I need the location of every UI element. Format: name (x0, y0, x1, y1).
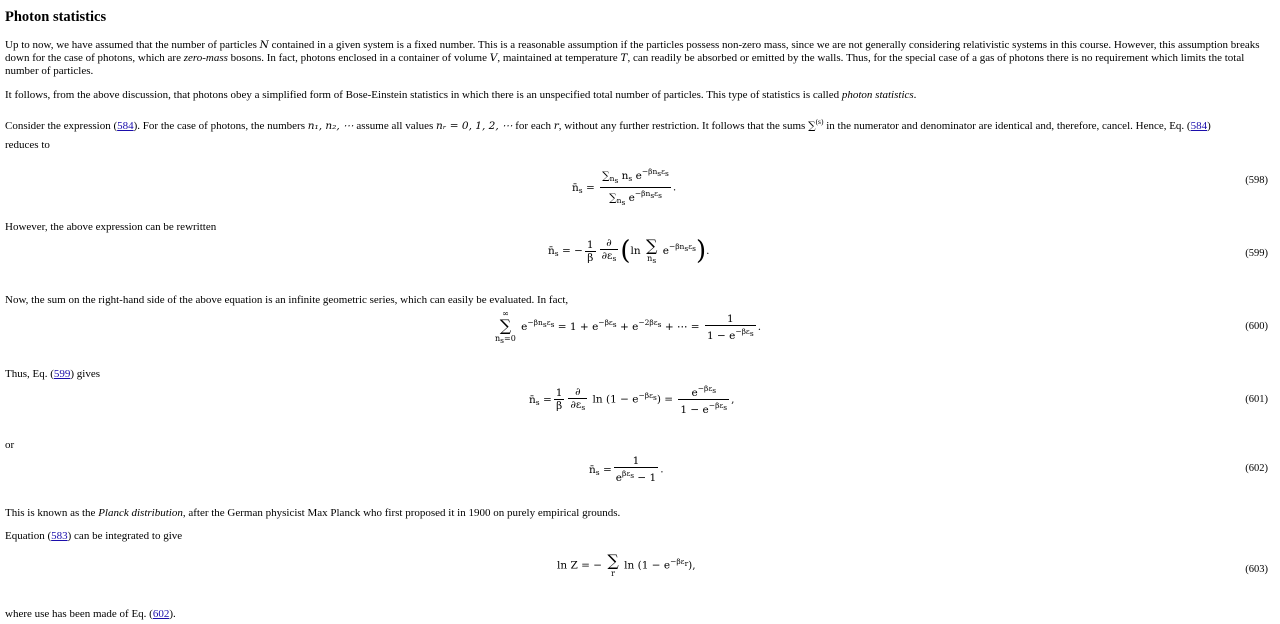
text: , maintained at temperature (497, 52, 621, 64)
paragraph-integrated (5, 530, 1268, 543)
paragraph-photon-statistics (5, 89, 1268, 102)
eq-link-599[interactable]: 599 (53, 368, 71, 380)
equation-600: ∞ ∑ $n_s=0$ $e^{-\beta n_s\varepsilon_s} = 1 + e^{-\beta\varepsilon_s} + e^{-2\beta\varepsilon_s}$ + ⋯ = $\frac{1}{1 - e^{-\beta\varepsilon_s}}$ . (495, 309, 762, 345)
math-t: T (620, 52, 628, 64)
text: assume all values (353, 120, 437, 132)
text: Consider the expression ( (5, 120, 118, 132)
text: Equation ( (5, 530, 52, 542)
page-title: Photon statistics (5, 9, 107, 25)
paragraph-thus (5, 368, 1268, 381)
text: ) gives (70, 368, 101, 380)
eq-link-602[interactable]: 602 (152, 608, 170, 620)
eq-link-584-second[interactable]: 584 (1190, 120, 1208, 132)
math-numbers: n₁, n₂, ⋯ (307, 120, 354, 132)
text: in the numerator and denominator are identical and, therefore, cancel. Hence, Eq. ( (823, 120, 1191, 132)
equation-number-600: (600) (1245, 321, 1268, 332)
equation-number-601: (601) (1245, 394, 1268, 405)
paragraph-where (5, 608, 1268, 621)
paragraph-reduces: reduces to (5, 139, 50, 151)
paragraph-or: or (5, 439, 15, 451)
math-r: r (553, 120, 559, 132)
math-values: nᵣ = 0, 1, 2, ⋯ (436, 120, 513, 132)
text: This is known as the (5, 507, 99, 519)
paragraph-rewritten: However, the above expression can be rewritten (5, 221, 217, 233)
text: . (913, 89, 917, 101)
math-sum-sup: (s) (815, 117, 824, 126)
text: bosons. In fact, photons enclosed in a container of volume (227, 52, 490, 64)
equation-598: $n̄_s$ = $\frac{\sum_{n_s} n_s e^{-\beta n_s\varepsilon_s}}{\sum_{n_s} e^{-\beta n_s\varepsilon_s}}$ . (572, 167, 677, 207)
equation-599: $n̄_s$ = − $\frac{1}{\beta}$ $\frac{\partial}{\partial\varepsilon_s}$ (ln ∑ $n_s$ $e^{-\beta n_s\varepsilon_s}$). (548, 235, 710, 266)
math-sum: ∑ (808, 120, 816, 132)
text: It follows, from the above discussion, that photons obey a simplified form of Bose-Einstein statistics in which there is an unspecified total number of particles. This type of statistics is called (5, 89, 842, 101)
emphasis: photon statistics (841, 89, 914, 101)
equation-number-598: (598) (1245, 175, 1268, 186)
text: where use has been made of Eq. ( (5, 608, 153, 620)
paragraph-planck (5, 507, 1268, 520)
equation-number-599: (599) (1245, 248, 1268, 259)
text: ). (169, 608, 176, 620)
equation-number-603: (603) (1245, 564, 1268, 575)
equation-number-602: (602) (1245, 463, 1268, 474)
text: Thus, Eq. ( (5, 368, 54, 380)
emphasis: Planck distribution (98, 507, 183, 519)
eq-link-584[interactable]: 584 (117, 120, 134, 132)
text: , without any further restriction. It follows that the sums (558, 120, 809, 132)
equation-603: ln Z = − ∑ r $\ln (1 - e^{-\beta\varepsilon_r})$, (557, 551, 696, 578)
text: ). For the case of photons, the numbers (133, 120, 308, 132)
eq-link-583[interactable]: 583 (51, 530, 68, 542)
math-n: N (259, 39, 269, 51)
text: for each (512, 120, 554, 132)
paragraph-intro (5, 39, 1268, 78)
equation-601: $n̄_s$ = $\frac{1}{\beta}$ $\frac{\partial}{\partial\varepsilon_s}$ $\ln (1 - e^{-\beta\varepsilon_s})$ = $\frac{e^{-\beta\varepsilon_s}}{1 - e^{-\beta\varepsilon_s}}$ , (529, 384, 735, 416)
math-v: V (489, 52, 498, 64)
emphasis: zero-mass (183, 52, 228, 64)
text: , can readily be absorbed or emitted by the walls. Thus, for the special case of a gas of photons there is no requirement which limits the total number of particles. (5, 52, 1245, 77)
paragraph-consider (5, 115, 1268, 133)
equation-602: $n̄_s$ = $\frac{1}{e^{\beta\varepsilon_s} - 1}$ . (589, 455, 664, 484)
text: ) (1207, 120, 1211, 132)
paragraph-geometric-series: Now, the sum on the right-hand side of the above equation is an infinite geometric series, which can easily be evaluated. In fact, (5, 294, 569, 306)
text: Up to now, we have assumed that the number of particles (5, 39, 260, 51)
text: , after the German physicist Max Planck who first proposed it in 1900 on purely empirical grounds. (182, 507, 621, 519)
text: contained in a given system is a fixed number. This is a reasonable assumption if the particles possess non-zero mass, since we are not generally considering relativistic systems in this course. However, this assumption breaks down for the case of photons, which are (5, 39, 1260, 64)
text: ) can be integrated to give (67, 530, 183, 542)
